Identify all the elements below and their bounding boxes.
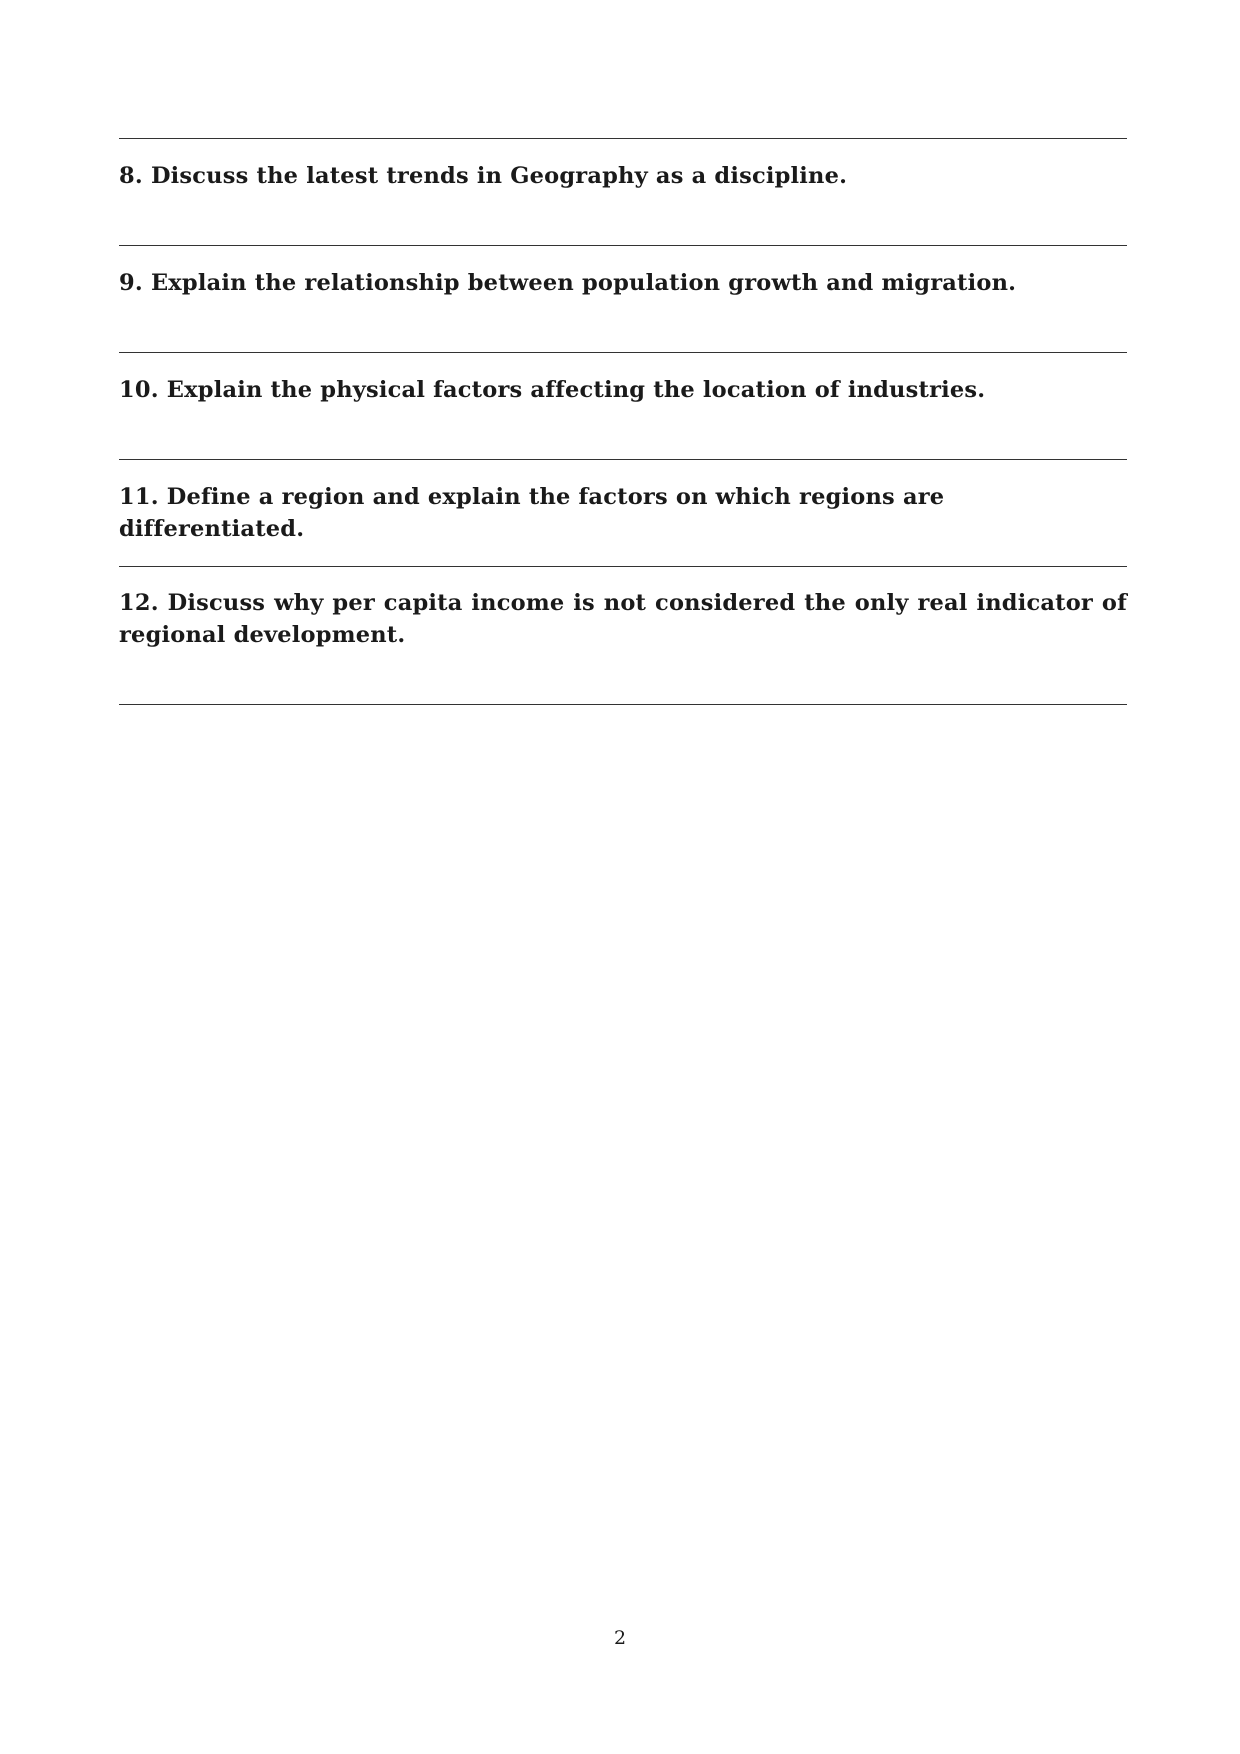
question-9	[119, 267, 1127, 299]
question-text: Define a region and explain the factors on which regions are differentiated.	[119, 484, 945, 542]
separator-rule	[119, 704, 1127, 705]
question-number: 9.	[119, 270, 143, 296]
question-text: Explain the physical factors affecting the location of industries.	[166, 377, 986, 403]
question-text: Discuss the latest trends in Geography as a discipline.	[150, 163, 848, 189]
question-number: 11.	[119, 484, 159, 510]
question-number: 8.	[119, 163, 143, 189]
separator-rule	[119, 459, 1127, 460]
question-number: 10.	[119, 377, 159, 403]
question-10	[119, 374, 1127, 406]
separator-rule	[119, 566, 1127, 567]
separator-rule	[119, 352, 1127, 353]
question-11	[119, 481, 1127, 545]
separator-rule	[119, 138, 1127, 139]
separator-rule	[119, 245, 1127, 246]
question-text: Explain the relationship between population growth and migration.	[150, 270, 1017, 296]
page-number: 2	[613, 1627, 627, 1649]
question-8	[119, 160, 1127, 192]
question-number: 12.	[119, 590, 159, 616]
question-text: Discuss why per capita income is not considered the only real indicator of regional development.	[119, 590, 1127, 648]
question-12	[119, 587, 1127, 651]
